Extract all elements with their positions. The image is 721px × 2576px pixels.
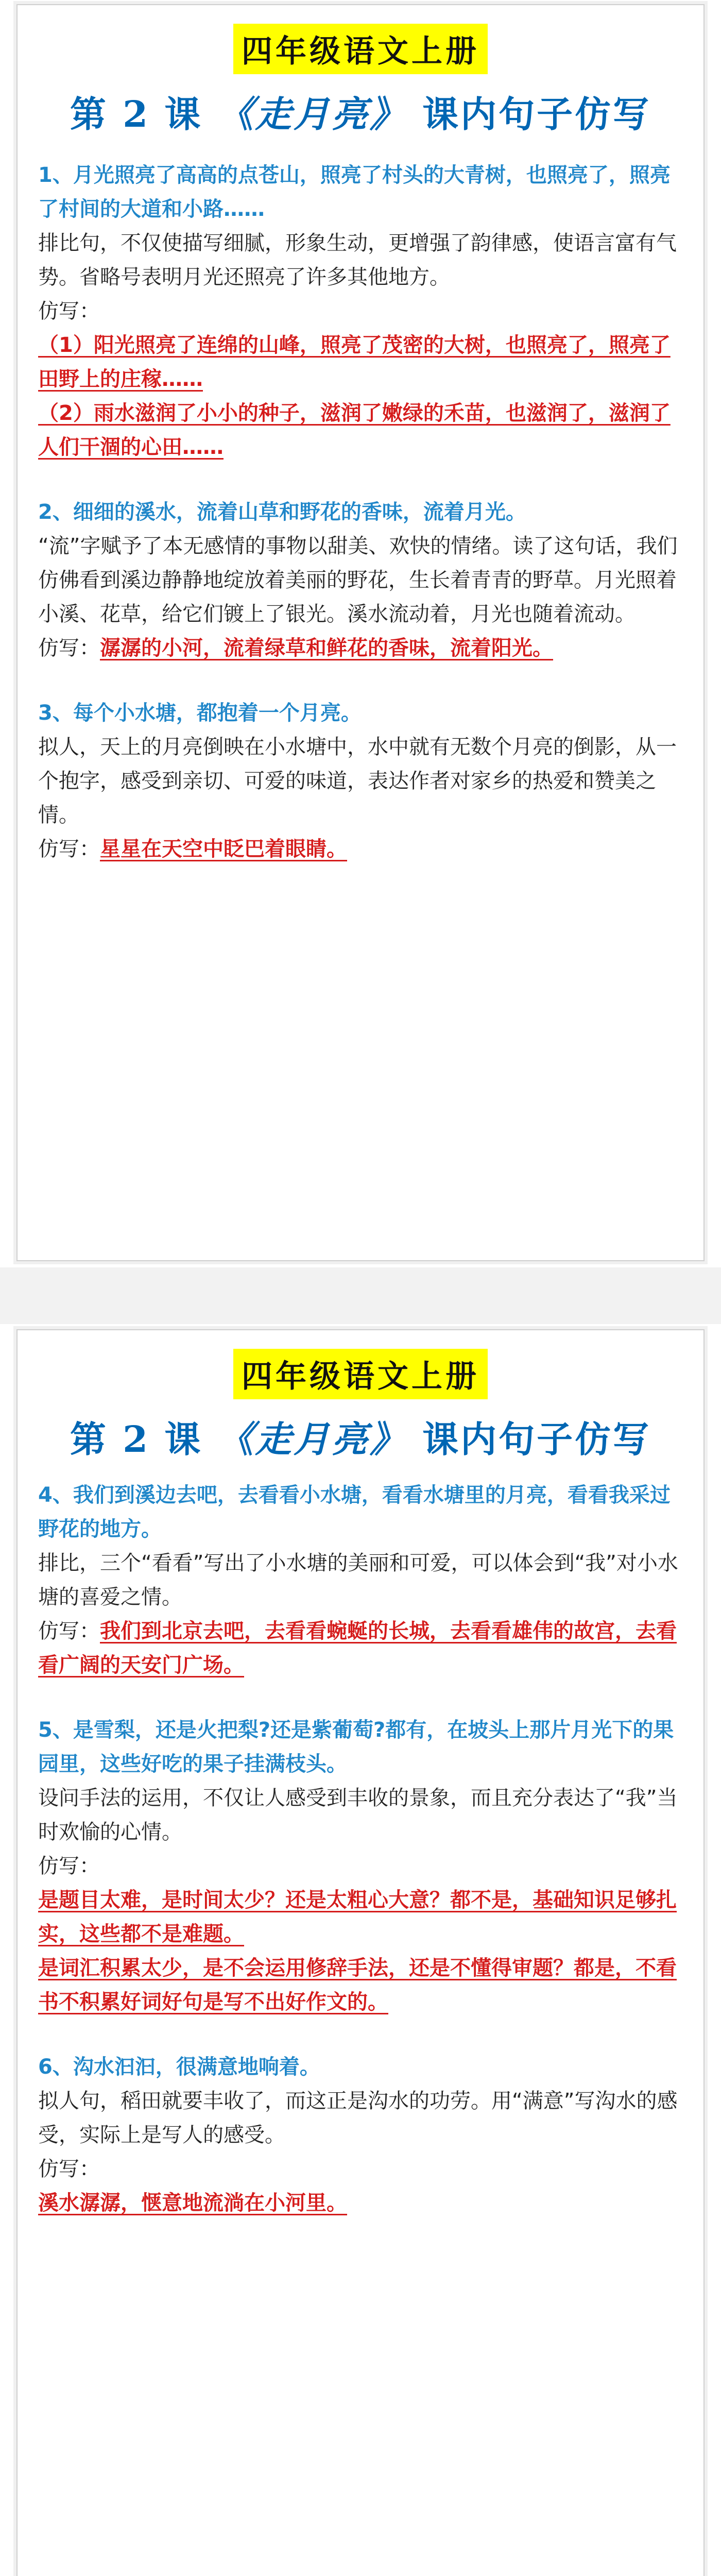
imitation-label: 仿写： [38,1619,100,1643]
analysis: 排比，三个“看看”写出了小水塘的美丽和可爱，可以体会到“我”对小水塘的喜爱之情。 [38,1551,678,1609]
question: 2、细细的溪水，流着山草和野花的香味，流着月光。 [38,500,526,524]
analysis: 设问手法的运用，不仅让人感受到丰收的景象，而且充分表达了“我”当时欢愉的心情。 [38,1786,678,1844]
lesson-title [38,86,683,138]
sentence-item-3 [38,696,683,866]
analysis: 排比句，不仅使描写细腻，形象生动，更增强了韵律感，使语言富有气势。省略号表明月光还照亮了许多其他地方。 [38,231,677,289]
page-gap [0,1267,721,1324]
lesson-name: 《走月亮》 [217,1418,408,1461]
question: 3、每个小水塘，都抱着一个月亮。 [38,701,362,725]
imitation-answer: 潺潺的小河，流着绿草和鲜花的香味，流着阳光。 [100,636,553,660]
document-page-2 [16,1329,705,2576]
sentence-item-4 [38,1478,683,1682]
imitation-answer: 我们到北京去吧，去看看蜿蜒的长城，去看看雄伟的故宫，去看看广阔的天安门广场。 [38,1619,677,1677]
imitation-answer: 是词汇积累太少，是不会运用修辞手法，还是不懂得审题？都是，不看书不积累好词好句是写不出好作文的。 [38,1956,677,2014]
imitation-answer: 星星在天空中眨巴着眼睛。 [100,837,347,861]
lesson-name: 《走月亮》 [217,93,408,135]
grade-title-wrap [38,24,683,74]
analysis: 拟人句，稻田就要丰收了，而这正是沟水的功劳。用“满意”写沟水的感受，实际上是写人的感受。 [38,2089,678,2147]
grade-title: 四年级语文上册 [233,24,488,74]
imitation-line [38,1614,683,1682]
imitation-label: 仿写： [38,299,100,323]
analysis: “流”字赋予了本无感情的事物以甜美、欢快的情绪。读了这句话，我们仿佛看到溪边静静地绽放着美丽的野花，生长着青青的野草。月光照着小溪、花草，给它们镀上了银光。溪水流动着，月光也随着流动。 [38,534,678,626]
imitation-line [38,631,683,665]
question: 6、沟水汩汩，很满意地响着。 [38,2055,320,2079]
grade-title-wrap [38,1349,683,1399]
sentence-item-6 [38,2050,683,2220]
imitation-label: 仿写： [38,837,100,861]
imitation-label: 仿写： [38,1854,100,1878]
imitation-answer: 溪水潺潺，惬意地流淌在小河里。 [38,2191,347,2215]
imitation-answer: （1）阳光照亮了连绵的山峰，照亮了茂密的大树，也照亮了，照亮了田野上的庄稼…… [38,333,671,391]
document-page-1 [16,4,705,1261]
lesson-prefix: 第 2 课 [70,93,203,135]
lesson-prefix: 第 2 课 [70,1418,203,1461]
question: 5、是雪梨，还是火把梨?还是紫葡萄?都有，在坡头上那片月光下的果园里，这些好吃的果子挂满枝头。 [38,1718,674,1776]
question: 4、我们到溪边去吧，去看看小水塘，看看水塘里的月亮，看看我采过野花的地方。 [38,1483,671,1541]
lesson-title [38,1411,683,1463]
imitation-line [38,832,683,866]
question: 1、月光照亮了高高的点苍山，照亮了村头的大青树，也照亮了，照亮了村间的大道和小路…… [38,163,671,221]
imitation-label: 仿写： [38,636,100,660]
sentence-item-5 [38,1713,683,2019]
imitation-answer: （2）雨水滋润了小小的种子，滋润了嫩绿的禾苗，也滋润了，滋润了人们干涸的心田…… [38,401,671,459]
imitation-answer: 是题目太难，是时间太少？还是太粗心大意？都不是，基础知识足够扎实，这些都不是难题。 [38,1888,677,1946]
analysis: 拟人，天上的月亮倒映在小水塘中，水中就有无数个月亮的倒影，从一个抱字，感受到亲切、可爱的味道，表达作者对家乡的热爱和赞美之情。 [38,735,677,827]
grade-title: 四年级语文上册 [233,1349,488,1399]
lesson-suffix: 课内句子仿写 [422,1418,651,1461]
imitation-label: 仿写： [38,2157,100,2181]
lesson-suffix: 课内句子仿写 [422,93,651,135]
sentence-item-2 [38,495,683,665]
sentence-item-1 [38,158,683,464]
